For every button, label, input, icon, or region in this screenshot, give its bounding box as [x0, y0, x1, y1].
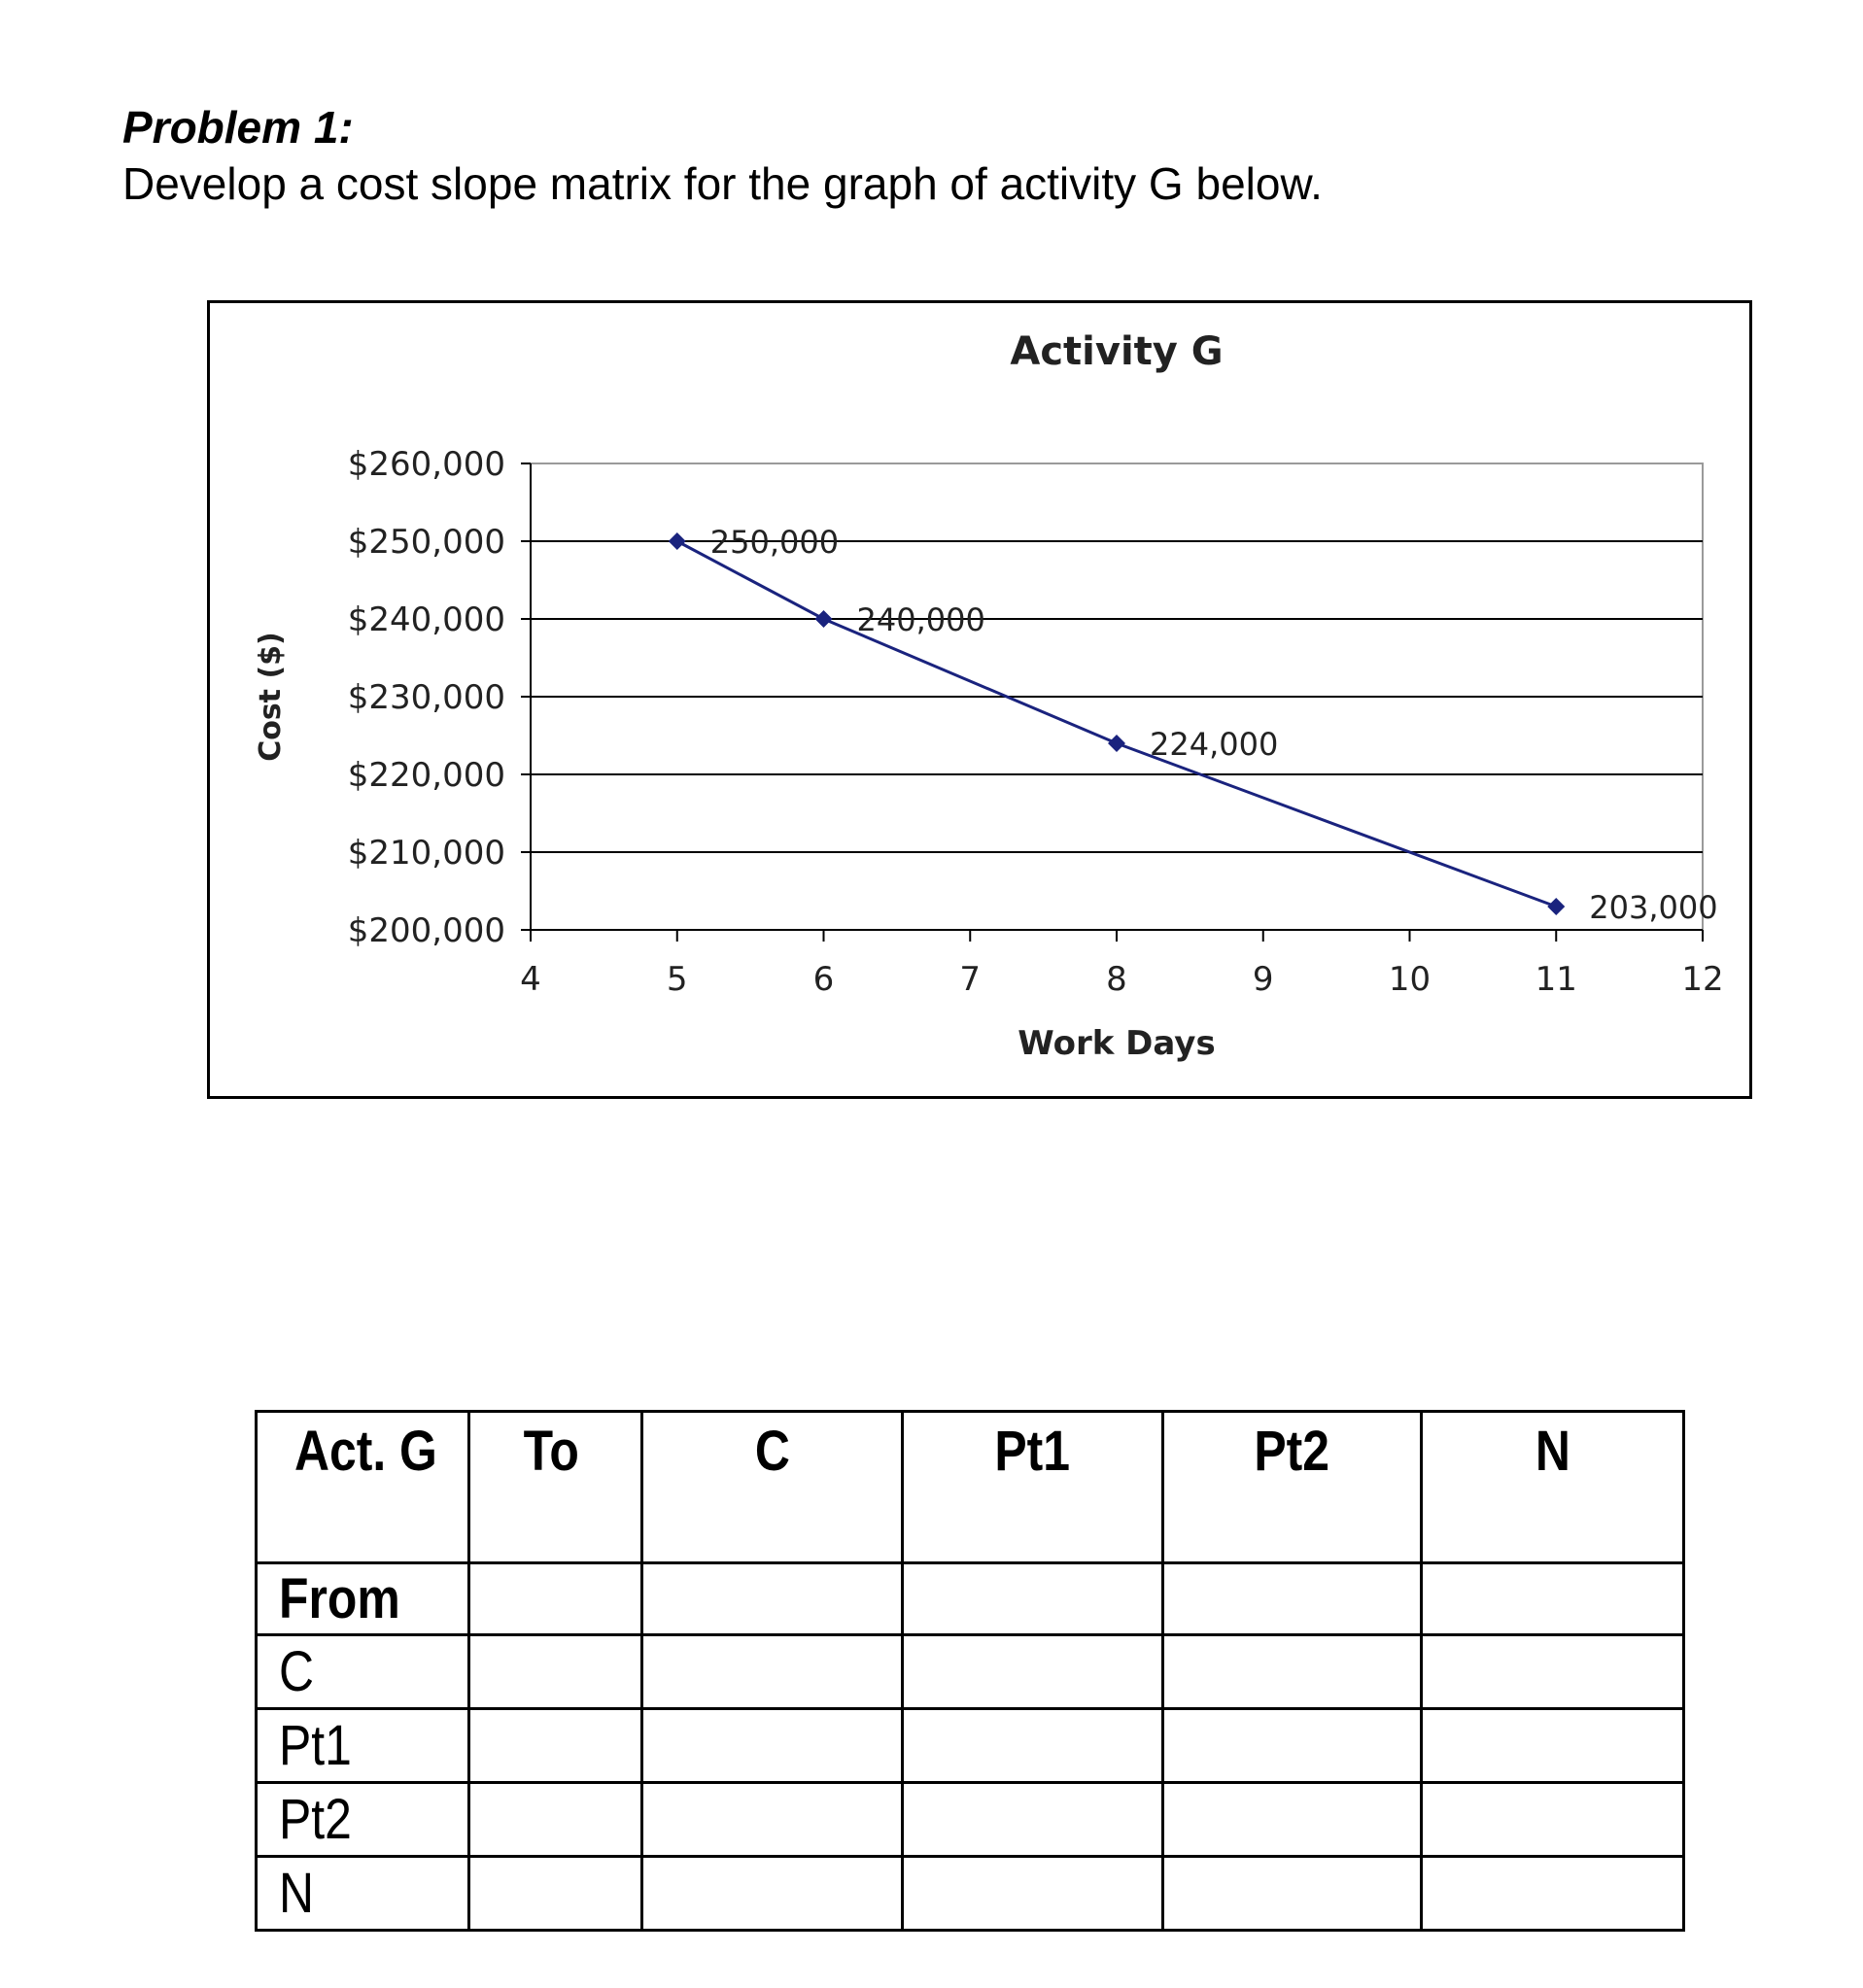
matrix-header-row: [257, 1412, 1684, 1563]
x-tick-label: 8: [1106, 960, 1127, 999]
chart-title: Activity G: [1010, 329, 1224, 374]
matrix-row-label-pt2: Pt2: [257, 1783, 469, 1857]
matrix-row-label-pt1: Pt1: [257, 1709, 469, 1783]
matrix-col-header-pt1: Pt1: [903, 1412, 1163, 1563]
matrix-row-pt1: [257, 1709, 1684, 1783]
matrix-cell: [1163, 1709, 1422, 1783]
matrix-cell: [1422, 1563, 1684, 1635]
matrix-cell: [469, 1783, 642, 1857]
data-label: 240,000: [856, 601, 985, 638]
problem-text: Develop a cost slope matrix for the graph of activity G below.: [122, 158, 1323, 209]
y-tick-label: $250,000: [347, 523, 505, 562]
matrix-cell: [1422, 1857, 1684, 1931]
x-tick-label: 6: [812, 960, 835, 999]
matrix-cell: [903, 1783, 1163, 1857]
data-point-marker: [815, 610, 833, 628]
problem-heading: Problem 1:: [122, 102, 354, 153]
x-tick-label: 4: [520, 960, 541, 999]
x-tick-label: 10: [1388, 960, 1432, 999]
matrix-cell: [642, 1783, 903, 1857]
matrix-cell: [469, 1857, 642, 1931]
matrix-cell: [469, 1709, 642, 1783]
matrix-cell: [903, 1635, 1163, 1709]
matrix-row-c: [257, 1635, 1684, 1709]
matrix-col-header-n: N: [1422, 1412, 1684, 1563]
matrix-cell: [1422, 1635, 1684, 1709]
y-tick-label: $230,000: [347, 678, 505, 717]
y-tick-label: $210,000: [347, 834, 505, 873]
data-label: 224,000: [1150, 726, 1279, 763]
matrix-cell: [469, 1635, 642, 1709]
data-point-marker: [1547, 898, 1565, 915]
matrix-cell: [642, 1709, 903, 1783]
matrix-cell: [1422, 1783, 1684, 1857]
x-tick-label: 11: [1535, 960, 1577, 999]
y-tick-label: $240,000: [347, 600, 505, 639]
data-label: 250,000: [709, 524, 840, 561]
matrix-cell: [642, 1635, 903, 1709]
matrix-row-label-c: C: [257, 1635, 469, 1709]
matrix-cell: [642, 1857, 903, 1931]
matrix-cell: [469, 1563, 642, 1635]
matrix-cell: [903, 1709, 1163, 1783]
matrix-cell: [1163, 1635, 1422, 1709]
matrix-corner-cell: Act. G: [257, 1412, 469, 1563]
y-tick-label: $200,000: [347, 911, 505, 950]
matrix-cell: [1163, 1857, 1422, 1931]
matrix-col-header-c: C: [642, 1412, 903, 1563]
x-tick-label: 5: [666, 960, 688, 999]
matrix-cell: [903, 1857, 1163, 1931]
activity-g-chart: [210, 303, 1749, 1096]
matrix-cell: [642, 1563, 903, 1635]
chart-frame: [207, 300, 1752, 1099]
matrix-from-label: From: [257, 1563, 469, 1635]
x-axis-label: Work Days: [1018, 1024, 1216, 1063]
matrix-cell: [903, 1563, 1163, 1635]
matrix-row-n: [257, 1857, 1684, 1931]
x-tick-label: 12: [1681, 960, 1724, 999]
data-point-marker: [669, 532, 686, 550]
x-tick-label: 7: [959, 960, 982, 999]
matrix-from-row: [257, 1563, 1684, 1635]
cost-slope-matrix: [255, 1410, 1685, 1932]
data-point-marker: [1108, 735, 1125, 752]
matrix-cell: [1163, 1563, 1422, 1635]
matrix-row-label-n: N: [257, 1857, 469, 1931]
matrix-to-label: To: [469, 1412, 642, 1563]
y-tick-label: $260,000: [347, 445, 505, 484]
matrix-col-header-pt2: Pt2: [1163, 1412, 1422, 1563]
data-label: 203,000: [1589, 889, 1718, 926]
y-tick-label: $220,000: [347, 756, 505, 795]
x-tick-label: 9: [1252, 960, 1274, 999]
matrix-cell: [1163, 1783, 1422, 1857]
matrix-row-pt2: [257, 1783, 1684, 1857]
y-axis-label: Cost ($): [254, 632, 288, 762]
matrix-cell: [1422, 1709, 1684, 1783]
